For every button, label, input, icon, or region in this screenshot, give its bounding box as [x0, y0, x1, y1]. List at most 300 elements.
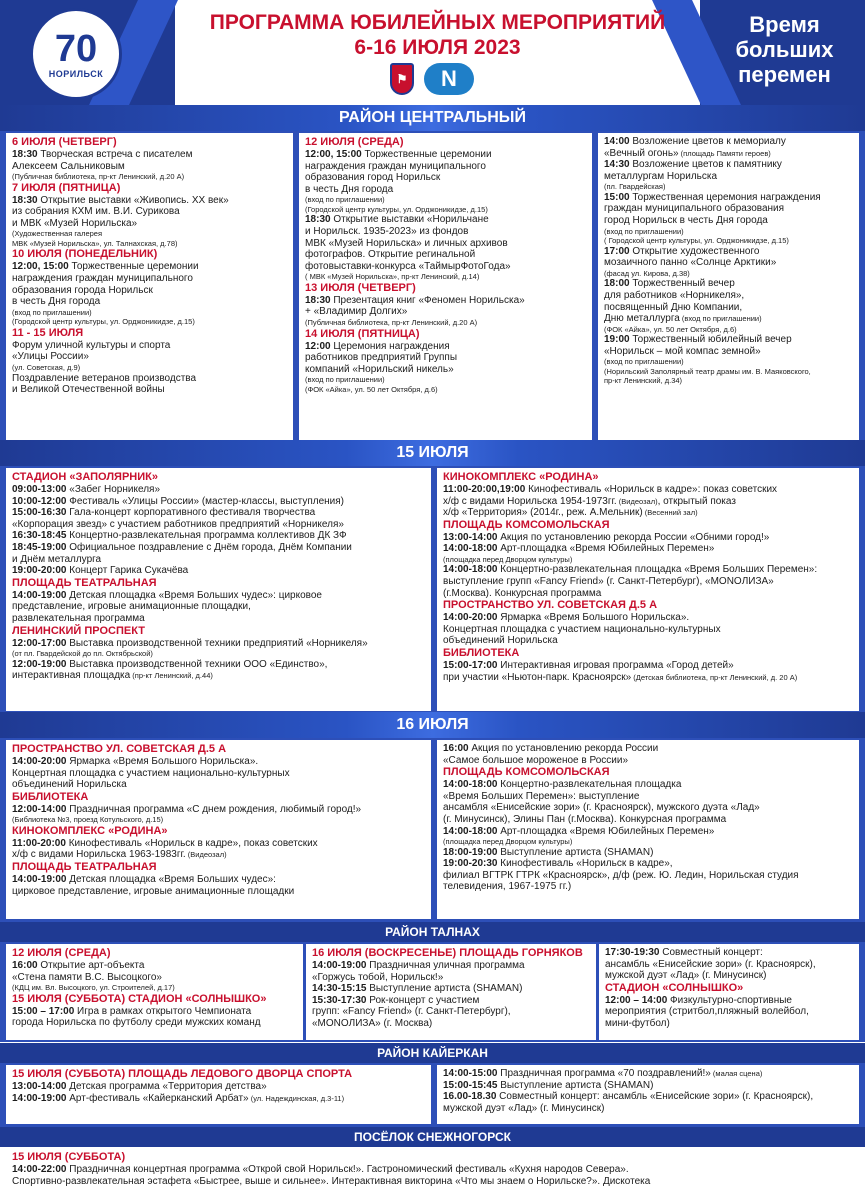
event-time: 13:00-14:00: [12, 1081, 67, 1092]
event-text: образования город Норильск: [305, 172, 441, 184]
event-line: [12, 542, 425, 554]
event-line: [12, 972, 297, 984]
event-text: Ярмарка «Время Большого Норильска».: [497, 612, 690, 624]
event-text: (г.Москва). Конкурсная программа: [443, 587, 602, 599]
event-time: 17:30-19:30: [605, 947, 660, 958]
event-time: 14:00-19:00: [312, 960, 367, 971]
event-text: Открытие художественного: [629, 245, 760, 257]
event-line: [443, 779, 853, 791]
event-line: [443, 660, 853, 672]
event-line: [12, 206, 287, 218]
event-text: Праздничная концертная программа «Открой свой Норильск!». Гастрономический фестиваль «Кухня народов Севера».: [66, 1164, 629, 1175]
event-time: 12:00-19:00: [12, 658, 67, 670]
event-line: [312, 960, 590, 972]
logo-city: НОРИЛЬСК: [48, 69, 104, 79]
venue-title: КИНОКОМПЛЕКС «РОДИНА»: [12, 824, 168, 837]
event-line: [443, 826, 853, 838]
event-line: [604, 257, 853, 269]
event-line: [443, 576, 853, 588]
event-time: 18:00: [604, 278, 630, 290]
venue-title: ПЛОЩАДЬ ТЕАТРАЛЬНАЯ: [12, 861, 157, 874]
city-coat-of-arms-icon: ⚑: [390, 63, 414, 95]
event-text: представление, игровые анимационные площадки,: [12, 601, 251, 613]
location-note: (вход по приглашении): [604, 357, 684, 367]
event-text: «Горжусь тобой, Норильск!»: [312, 971, 444, 983]
event-line: [12, 659, 425, 671]
event-time: 12:00: [305, 340, 331, 352]
event-text: Официальное поздравление с Днём города, Днём Компании: [66, 541, 352, 553]
event-text: город Норильск в честь Дня города: [604, 215, 768, 227]
event-text: и МВК «Музей Норильска»: [12, 217, 138, 229]
event-time: 15:00-16:30: [12, 507, 67, 519]
location-note: (ул. Советская, д.9): [12, 363, 81, 373]
event-text: Детская площадка «Время Больших чудес»:: [66, 874, 276, 886]
event-line: [605, 995, 853, 1007]
event-line: [443, 881, 853, 893]
event-line: [305, 364, 586, 376]
event-time: 10:00-12:00: [12, 495, 67, 507]
event-time: 16:00: [443, 743, 469, 754]
event-line: [312, 995, 590, 1007]
event-text: Рок-концерт с участием: [366, 994, 480, 1006]
event-text: «Время Больших Перемен»: выступление: [443, 790, 640, 802]
location-note: пр-кт Ленинский, д.34): [604, 376, 683, 386]
event-line: [443, 496, 853, 508]
event-text: «Вечный огонь»: [604, 147, 679, 159]
event-text: Ярмарка «Время Большого Норильска».: [66, 756, 259, 767]
event-line: [604, 313, 853, 325]
location-note: ( Городской центр культуры, ул. Орджоникидзе, д.15): [604, 236, 789, 246]
event-text: «Забег Норникеля»: [66, 484, 161, 495]
event-text: Концертно-развлекательная программа коллективов ДК ЗФ: [66, 530, 347, 542]
location-note: (вход по приглашении): [12, 307, 92, 317]
event-time: 15:00-17:00: [443, 660, 498, 672]
event-time: 14:30-15:15: [312, 983, 367, 995]
event-line: [12, 838, 425, 850]
event-time: 09:00-13:00: [12, 484, 67, 495]
event-line: [443, 484, 853, 496]
event-line: [305, 226, 586, 238]
event-date: 7 ИЮЛЯ (ПЯТНИЦА): [12, 181, 121, 194]
event-line: [604, 159, 853, 171]
event-text: Выступление артиста (SHAMAN): [497, 1079, 654, 1091]
event-line: [305, 261, 586, 273]
venue-title: ПРОСТРАНСТВО УЛ. СОВЕТСКАЯ Д.5 А: [443, 599, 658, 612]
event-line: [12, 613, 425, 625]
event-line: [12, 351, 287, 363]
event-time: 19:00-20:30: [443, 858, 498, 870]
event-text: Торжественные церемонии: [68, 261, 199, 273]
anniversary-logo: [30, 8, 122, 100]
location-note: (ФОК «Айка», ул. 50 лет Октября, д.6): [305, 384, 438, 394]
event-line: [12, 1017, 297, 1029]
event-line: [12, 1164, 853, 1176]
event-time: 18:30: [305, 294, 331, 306]
event-line: [305, 149, 586, 161]
event-line: [12, 161, 287, 173]
event-note: (Детская библиотека, пр-кт Ленинский, д. 20 А): [631, 672, 798, 682]
venue-title: СТАДИОН «СОЛНЫШКО»: [605, 981, 744, 994]
event-text: интерактивная площадка: [12, 670, 131, 682]
location-note: (вход по приглашении): [305, 375, 385, 385]
location-note: (Городской центр культуры, ул. Орджоникидзе, д.15): [305, 204, 488, 214]
event-text: мероприятия (стритбол,пляжный волейбол,: [605, 1006, 809, 1018]
event-line: [12, 149, 287, 161]
event-text: х/ф «Территория» (2014г., реж. А.Мельник): [443, 507, 643, 519]
slogan: [712, 12, 857, 87]
july16-col-2: [437, 740, 859, 919]
event-time: 16.00-18.30: [443, 1091, 497, 1103]
event-text: Акция по установлению рекорда России: [468, 743, 659, 754]
event-line: [443, 847, 853, 859]
event-line: [305, 172, 586, 184]
event-time: 18:30: [12, 194, 38, 206]
location-note: (Библиотека №3, проезд Котульского, д.15): [12, 815, 164, 825]
slogan-line-2: больших: [735, 37, 834, 62]
event-date: 11 - 15 ИЮЛЯ: [12, 326, 84, 339]
talnakh-col-1: [6, 944, 303, 1040]
kayerkan-col-1: [6, 1065, 431, 1124]
event-line: [12, 218, 287, 230]
event-text: фотографов. Открытие регинальной: [305, 249, 476, 261]
event-text: Игра в рамках открытого Чемпионата: [74, 1005, 252, 1017]
event-line: [12, 768, 425, 780]
event-time: 15:30-17:30: [312, 994, 367, 1006]
event-text: + «Владимир Долгих»: [305, 306, 408, 318]
event-text: Форум уличной культуры и спорта: [12, 339, 171, 351]
event-line: [605, 1006, 853, 1018]
header: [0, 0, 865, 105]
kayerkan-col-2: [437, 1065, 859, 1124]
event-time: 18:30: [12, 149, 38, 160]
event-time: 14:00-18:00: [443, 825, 498, 837]
event-time: 14:00-19:00: [12, 874, 67, 886]
event-text: Церемония награждения: [330, 340, 450, 352]
event-text: Арт-площадка «Время Юбилейных Перемен»: [497, 825, 715, 837]
event-time: 18:00-19:00: [443, 846, 498, 858]
event-text: Фестиваль «Улицы России» (мастер-классы, выступления): [66, 495, 345, 507]
event-time: 17:00: [604, 245, 630, 257]
event-text: мужской дуэт «Лад» (г. Минусинск): [605, 970, 767, 982]
event-line: [443, 672, 853, 684]
event-text: Творческая встреча с писателем: [37, 149, 193, 160]
venue-title: БИБЛИОТЕКА: [12, 790, 89, 803]
event-line: [12, 519, 425, 531]
event-line: [443, 588, 853, 600]
event-line: [443, 870, 853, 882]
event-line: [443, 532, 853, 544]
event-text: награждения граждан муниципального: [12, 273, 193, 285]
event-line: [305, 214, 586, 226]
event-line: [12, 960, 297, 972]
event-text: Открытие выставки «Живопись. XX век»: [37, 194, 229, 206]
event-text: Выставка производственной техники ООО «Единство»,: [66, 658, 328, 670]
event-text: награждения граждан муниципального: [305, 160, 486, 172]
event-text: Поздравление ветеранов производства: [12, 372, 197, 384]
title-line-2: 6-16 ИЮЛЯ 2023: [354, 36, 521, 59]
location-note: (вход по приглашении): [305, 195, 385, 205]
event-line: [604, 171, 853, 183]
event-line: [312, 1018, 590, 1030]
event-text: , открытый показ: [657, 495, 736, 507]
event-line: [443, 635, 853, 647]
event-line: [605, 959, 853, 971]
event-line: [305, 341, 586, 353]
event-note: (Весенний зал): [642, 508, 698, 518]
venue-title: ЛЕНИНСКИЙ ПРОСПЕКТ: [12, 624, 145, 637]
section-bar-july-16: 16 ИЮЛЯ: [0, 712, 865, 738]
event-text: ансамбля «Енисейские зори» (г. Красноярск), мужского дуэта «Лад»: [443, 802, 760, 814]
event-text: развлекательная программа: [12, 612, 145, 624]
event-line: [12, 804, 425, 816]
event-text: Интерактивная игровая программа «Город детей»: [497, 660, 734, 672]
location-note: (КДЦ им. Вл. Высоцкого, ул. Строителей, д.17): [12, 983, 175, 993]
event-text: Гала-концерт корпоративного фестиваля творчества: [66, 507, 316, 519]
event-text: «Улицы России»: [12, 351, 89, 363]
event-date: 14 ИЮЛЯ (ПЯТНИЦА): [305, 327, 420, 340]
event-line: [12, 638, 425, 650]
event-date: 16 ИЮЛЯ (ВОСКРЕСЕНЬЕ) ПЛОЩАДЬ ГОРНЯКОВ: [312, 947, 583, 959]
event-text: граждан муниципального образования: [604, 203, 785, 215]
talnakh-col-3: [599, 944, 859, 1040]
venue-title: ПЛОЩАДЬ ТЕАТРАЛЬНАЯ: [12, 576, 157, 589]
location-note: (пл. Гвардейская): [604, 182, 666, 192]
event-line: [605, 970, 853, 982]
slogan-line-1: Время: [749, 12, 820, 37]
event-text: работников предприятий Группы: [305, 352, 458, 364]
event-line: [443, 1068, 853, 1080]
event-time: 18:45-19:00: [12, 541, 67, 553]
event-line: [305, 184, 586, 196]
july16-col-1: [6, 740, 431, 919]
venue-title: СТАДИОН «ЗАПОЛЯРНИК»: [12, 471, 158, 483]
event-time: 14:00-15:00: [443, 1068, 498, 1079]
event-line: [12, 373, 287, 385]
page-title: [175, 10, 700, 60]
event-line: [12, 601, 425, 613]
event-text: (г. Минусинск), Элины Пан (г.Москва). Конкурсная программа: [443, 813, 727, 825]
event-note: (Видеозал): [185, 850, 227, 860]
event-line: [604, 302, 853, 314]
event-text: выступление групп «Fancy Friend» (г. Санкт-Петербург), «MONOЛИЗА»: [443, 576, 774, 588]
event-text: Концертная площадка с участием национально-культурных: [443, 623, 721, 635]
event-date: 6 ИЮЛЯ (ЧЕТВЕРГ): [12, 136, 117, 148]
event-line: [312, 972, 590, 984]
event-text: Акция по установлению рекорда России «Обними город!»: [497, 531, 770, 543]
event-text: Кинофестиваль «Норильск в кадре», показ советских: [65, 837, 318, 849]
logo-number: 70: [54, 28, 98, 70]
event-time: 14:00-20:00: [12, 756, 67, 767]
event-line: [443, 1091, 853, 1103]
section-bar-snezhnogorsk: ПОСЁЛОК СНЕЖНОГОРСК: [0, 1127, 865, 1147]
location-note: (Норильский Заполярный театр драмы им. В. Маяковского,: [604, 366, 811, 376]
event-time: 14:00-18:00: [443, 543, 498, 555]
event-line: [12, 565, 425, 577]
event-line: [12, 670, 425, 682]
event-text: Спортивно-развлекательная эстафета «Быстрее, выше и сильнее». Интерактивная викторина «Что мы знаем о Норильске?». Дискотека: [12, 1175, 651, 1187]
event-line: [12, 1081, 425, 1093]
event-line: [443, 743, 853, 755]
location-note: (Публичная библиотека, пр-кт Ленинский, д.20 А): [12, 172, 185, 182]
event-date: 15 ИЮЛЯ (СУББОТА): [12, 1151, 126, 1163]
event-text: «Корпорация звезд» с участием работников предприятий «Норникеля»: [12, 518, 344, 530]
event-time: 14:00-22:00: [12, 1164, 67, 1175]
event-time: 14:00-19:00: [12, 1092, 67, 1104]
event-time: 14:00-18:00: [443, 564, 498, 576]
event-time: 16:30-18:45: [12, 530, 67, 542]
event-line: [12, 484, 425, 496]
event-line: [12, 195, 287, 207]
event-line: [12, 273, 287, 285]
event-line: [443, 814, 853, 826]
location-note: (ФОК «Айка», ул. 50 лет Октября, д.6): [604, 324, 737, 334]
snezhnogorsk-col-1: [6, 1148, 859, 1200]
event-line: [604, 203, 853, 215]
event-text: из собрания КХМ им. В.И. Сурикова: [12, 206, 180, 218]
event-time: 12:00-17:00: [12, 637, 67, 649]
event-line: [443, 858, 853, 870]
event-text: Кинофестиваль «Норильск в кадре»,: [497, 858, 673, 870]
event-text: Концертно-развлекательная площадка: [497, 779, 682, 791]
event-line: [12, 340, 287, 352]
location-note: (Городской центр культуры, ул. Орджоникидзе, д.15): [12, 317, 195, 327]
event-line: [12, 886, 425, 898]
event-text: Торжественная церемония награждения: [629, 191, 821, 203]
event-line: [12, 296, 287, 308]
event-time: 14:00-19:00: [12, 589, 67, 601]
event-line: [443, 612, 853, 624]
section-bar-july-15: 15 ИЮЛЯ: [0, 440, 865, 466]
location-note: (от пл. Гвардейской до пл. Октябрьской): [12, 649, 153, 659]
venue-title: БИБЛИОТЕКА: [443, 647, 520, 660]
event-time: 12:00 – 14:00: [605, 994, 668, 1006]
event-line: [443, 802, 853, 814]
event-text: х/ф с видами Норильска 1954-1973гг.: [443, 495, 617, 507]
slogan-line-3: перемен: [738, 62, 831, 87]
event-time: 19:00: [604, 334, 630, 346]
event-text: Праздничная программа «70 поздравлений!»: [497, 1068, 711, 1079]
event-time: 15:00: [604, 191, 630, 203]
event-text: групп: «Fancy Friend» (г. Санкт-Петербург),: [312, 1006, 511, 1018]
event-text: Концертная площадка с участием национально-культурных: [12, 767, 290, 779]
event-date: 10 ИЮЛЯ (ПОНЕДЕЛЬНИК): [12, 248, 158, 261]
event-line: [305, 306, 586, 318]
event-time: 14:00-18:00: [443, 779, 498, 791]
emblems: [390, 63, 474, 95]
event-line: [604, 136, 853, 148]
talnakh-col-2: [306, 944, 596, 1040]
event-date: 12 ИЮЛЯ (СРЕДА): [12, 947, 111, 959]
event-time: 15:00-15:45: [443, 1079, 498, 1091]
event-text: Возложение цветов к памятнику: [629, 159, 782, 171]
event-line: [312, 983, 590, 995]
event-time: 14:00: [604, 136, 630, 147]
section-bar-kayerkan: РАЙОН КАЙЕРКАН: [0, 1043, 865, 1063]
event-text: Дню металлурга: [604, 313, 680, 325]
event-note: (ул. Надеждинская, д.3-11): [248, 1093, 345, 1103]
event-note: (пр-кт Ленинский, д.44): [130, 671, 213, 681]
event-text: телевидения, 1967-1975 гг.): [443, 881, 572, 893]
july15-col-1: [6, 468, 431, 711]
event-text: и Днём металлурга: [12, 553, 102, 565]
event-text: МВК «Музей Норильска» и личных архивов: [305, 237, 508, 249]
event-text: мини-футбол): [605, 1017, 670, 1029]
event-text: мозаичного панно «Солнце Арктики»: [604, 257, 777, 269]
event-time: 11:00-20:00: [12, 837, 66, 849]
event-time: 15:00 – 17:00: [12, 1005, 75, 1017]
location-note: ( МВК «Музей Норильска», пр-кт Ленинский, д.14): [305, 272, 480, 282]
event-time: 11:00-20:00,19:00: [443, 484, 526, 495]
event-text: объединений Норильска: [12, 779, 127, 791]
event-text: в честь Дня города: [305, 183, 394, 195]
event-line: [443, 791, 853, 803]
event-text: образования города Норильск: [12, 284, 153, 296]
event-line: [443, 507, 853, 519]
event-time: 14:30: [604, 159, 630, 171]
event-text: и Великой Отечественной войны: [12, 384, 165, 396]
event-text: Торжественный вечер: [629, 278, 735, 290]
event-line: [443, 564, 853, 576]
event-line: [305, 295, 586, 307]
venue-title: КИНОКОМПЛЕКС «РОДИНА»: [443, 471, 599, 483]
location-note: (площадка перед Дворцом культуры): [443, 837, 573, 847]
location-note: МВК «Музей Норильска», ул. Талнахская, д.78): [12, 238, 178, 248]
event-text: Алексеем Сальниковым: [12, 160, 125, 172]
event-note: (вход по приглашении): [679, 314, 762, 324]
event-time: 18:30: [305, 214, 331, 226]
event-text: Открытие выставки «Норильчане: [330, 214, 489, 226]
central-col-3: [598, 133, 859, 440]
event-text: филиал ВГТРК ГТРК «Красноярск», д/ф (реж. Ю. Ледин, Норильская студия: [443, 869, 799, 881]
event-text: ансамбль «Енисейские зори» (г. Красноярск),: [605, 958, 816, 970]
event-line: [312, 1006, 590, 1018]
event-text: компаний «Норильский никель»: [305, 363, 454, 375]
event-line: [12, 285, 287, 297]
section-bar-central: РАЙОН ЦЕНТРАЛЬНЫЙ: [0, 105, 865, 131]
event-text: Выступление артиста (SHAMAN): [366, 983, 523, 995]
event-line: [12, 874, 425, 886]
event-text: Совместный концерт:: [659, 947, 763, 958]
event-date: 13 ИЮЛЯ (ЧЕТВЕРГ): [305, 281, 416, 294]
event-text: и Норильск. 1935-2023» из фондов: [305, 225, 469, 237]
location-note: (площадка перед Дворцом культуры): [443, 554, 573, 564]
event-line: [604, 192, 853, 204]
event-text: Детская программа «Территория детства»: [66, 1081, 267, 1092]
venue-title: ПРОСТРАНСТВО УЛ. СОВЕТСКАЯ Д.5 А: [12, 743, 227, 755]
event-text: Праздничная уличная программа: [366, 960, 525, 971]
event-line: [12, 507, 425, 519]
event-note: (Видеозал): [616, 496, 658, 506]
event-text: Концерт Гарика Сукачёва: [66, 565, 189, 577]
event-text: Концертно-развлекательная площадка «Время Больших Перемен»:: [497, 564, 818, 576]
event-time: 12:00, 15:00: [305, 149, 362, 160]
location-note: (Публичная библиотека, пр-кт Ленинский, д.20 А): [305, 318, 478, 328]
event-text: Торжественные церемонии: [361, 149, 492, 160]
event-time: 14:00-20:00: [443, 612, 498, 624]
event-text: Возложение цветов к мемориалу: [629, 136, 786, 147]
event-line: [605, 1018, 853, 1030]
central-col-2: [299, 133, 592, 440]
event-text: Совместный концерт: ансамбль «Енисейские зори» (г. Красноярск),: [496, 1091, 814, 1103]
central-col-1: [6, 133, 293, 440]
event-line: [12, 1093, 425, 1105]
event-line: [443, 624, 853, 636]
event-text: города Норильска по футболу среди мужских команд: [12, 1017, 261, 1029]
event-line: [12, 756, 425, 768]
event-line: [12, 554, 425, 566]
event-note: (площадь Памяти героев): [678, 148, 771, 158]
event-line: [12, 1006, 297, 1018]
